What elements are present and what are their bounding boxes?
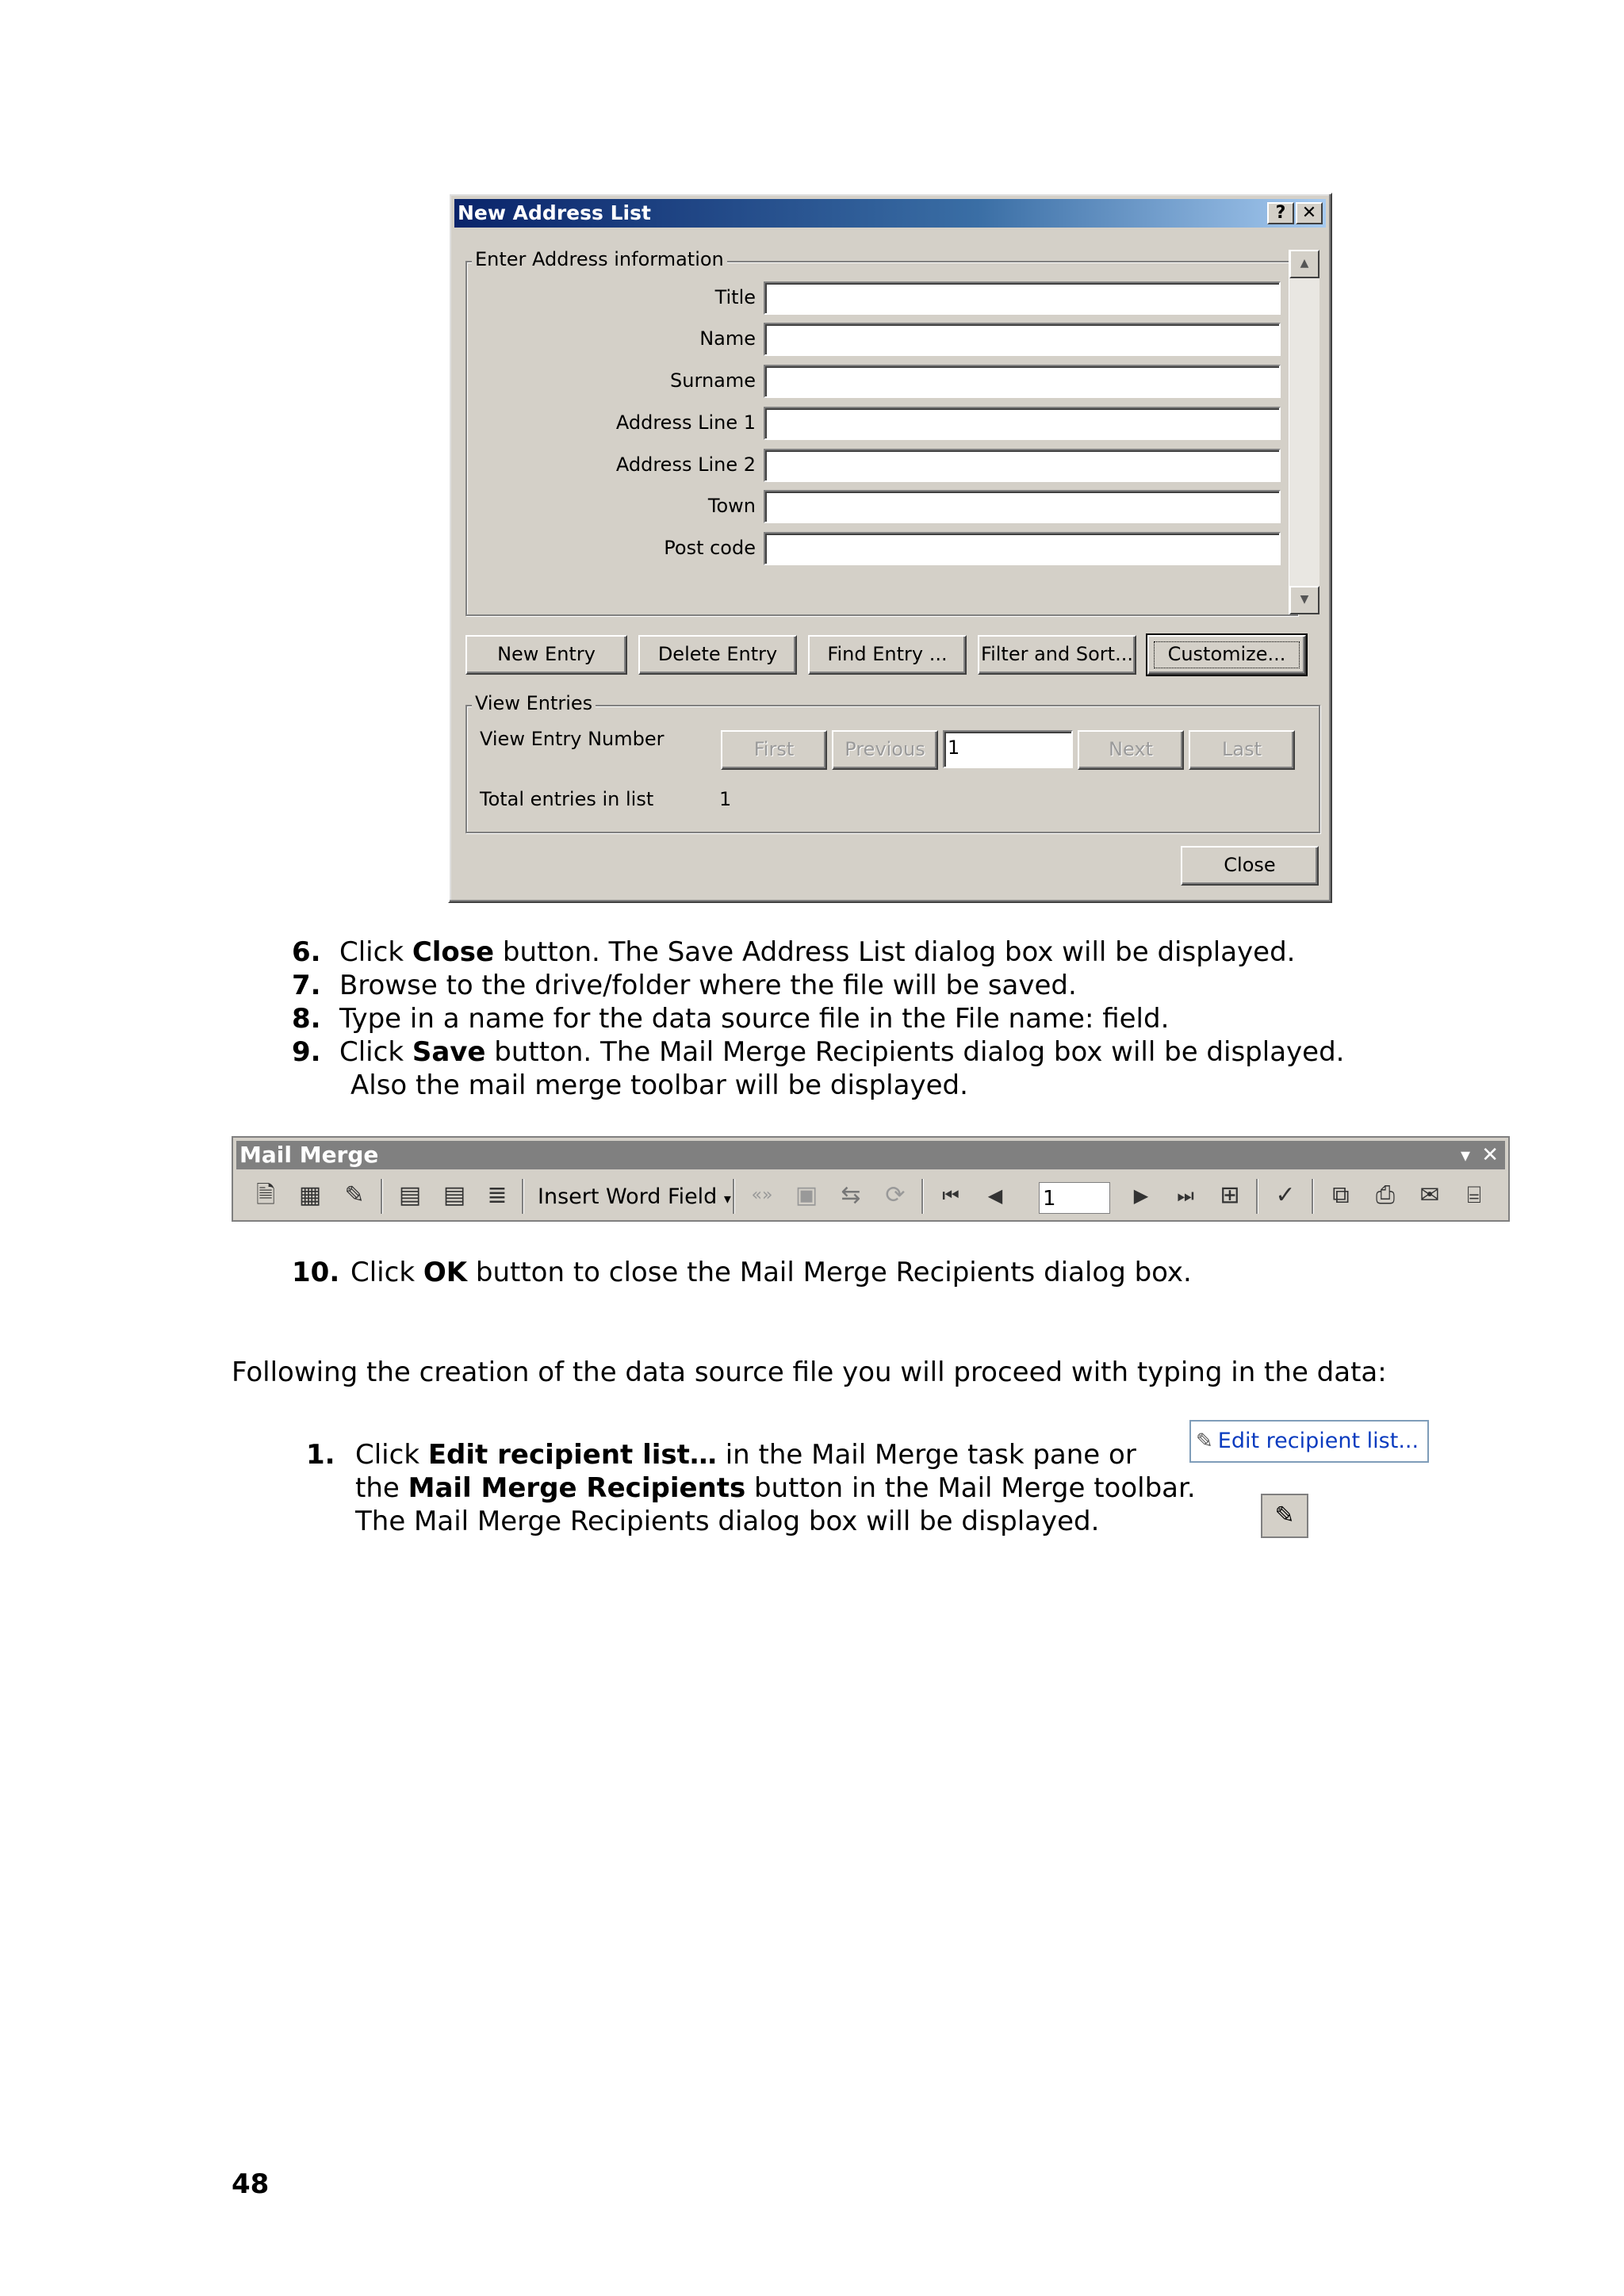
step-text-line-1: Click Edit recipient list… in the Mail Merge task pane or (355, 1439, 1136, 1471)
step-number: 7. (292, 970, 321, 1001)
step-number: 1. (306, 1439, 335, 1471)
dialog-titlebar (454, 199, 1326, 228)
match-fields-icon[interactable]: ⇆ (841, 1181, 861, 1209)
step-1 (306, 1438, 1258, 1538)
list-item (292, 936, 1450, 969)
step-text: Click OK button to close the Mail Merge Recipients dialog box. (350, 1257, 1192, 1288)
step-continuation: Also the mail merge toolbar will be displayed. (350, 1070, 968, 1101)
mail-merge-recipients-button-icon[interactable]: ✎ (1261, 1494, 1308, 1538)
field-label-address-line-2: Address Line 2 (615, 453, 756, 476)
insert-word-field-dropdown[interactable] (538, 1179, 731, 1218)
name-field[interactable] (764, 323, 1281, 356)
new-entry-button[interactable]: New Entry (465, 635, 627, 675)
step-text: Browse to the drive/folder where the file will be saved. (339, 970, 1077, 1001)
toolbar-close-icon[interactable]: ✕ (1481, 1143, 1499, 1167)
list-item (306, 1438, 1258, 1471)
step-text-line-2: the Mail Merge Recipients button in the Mail Merge toolbar. (355, 1472, 1196, 1504)
propagate-labels-icon[interactable]: ⟳ (885, 1181, 906, 1209)
address-line-1-field[interactable] (764, 407, 1281, 440)
field-label-address-line-1: Address Line 1 (615, 411, 756, 434)
total-entries-value: 1 (719, 788, 732, 810)
recipients-icon: ✎ (1196, 1429, 1213, 1453)
edit-recipient-list-link[interactable] (1189, 1420, 1429, 1463)
field-label-surname: Surname (670, 369, 756, 392)
toolbar-separator (381, 1179, 383, 1214)
title-field[interactable] (764, 281, 1281, 315)
address-line-2-field[interactable] (764, 449, 1281, 482)
list-item (292, 969, 1450, 1002)
field-label-post-code: Post code (664, 537, 756, 559)
town-field[interactable] (764, 490, 1281, 523)
post-code-field[interactable] (764, 532, 1281, 565)
close-icon[interactable]: ✕ (1296, 202, 1323, 224)
last-record-icon[interactable]: ⏭ (1177, 1184, 1194, 1207)
last-button[interactable]: Last (1189, 730, 1295, 770)
step-number: 10. (292, 1257, 340, 1288)
field-label-title: Title (714, 286, 756, 308)
step-text: Click Close button. The Save Address List dialog box will be displayed. (339, 936, 1296, 968)
delete-entry-button[interactable]: Delete Entry (638, 635, 797, 675)
first-record-icon[interactable]: ⏮ (942, 1184, 959, 1207)
steps-list-a (292, 936, 1450, 1102)
customize-button-label: Customize... (1167, 643, 1286, 665)
merge-to-fax-icon[interactable]: ⌸ (1467, 1181, 1481, 1209)
toolbar-separator (733, 1179, 735, 1214)
list-item (292, 1002, 1450, 1035)
insert-address-block-icon[interactable]: ▤ (398, 1181, 422, 1209)
step-text: Click Save button. The Mail Merge Recipients dialog box will be displayed. (339, 1036, 1345, 1068)
edit-recipient-list-label: Edit recipient list... (1217, 1429, 1419, 1453)
address-scrollbar[interactable] (1289, 250, 1320, 614)
view-merged-data-icon[interactable]: «» (751, 1185, 773, 1205)
enter-address-group-label: Enter Address information (472, 248, 727, 270)
field-label-name: Name (699, 327, 756, 350)
insert-word-field-label: Insert Word Field (538, 1184, 718, 1209)
chevron-down-icon: ▾ (723, 1191, 731, 1207)
entry-number-field[interactable]: 1 (943, 730, 1073, 768)
surname-field[interactable] (764, 365, 1281, 398)
total-entries-label: Total entries in list (480, 788, 654, 810)
field-label-town: Town (707, 495, 756, 517)
step-number: 8. (292, 1003, 321, 1035)
open-data-source-icon[interactable]: ▦ (298, 1181, 322, 1209)
scroll-up-icon[interactable]: ▲ (1289, 250, 1320, 278)
toolbar-menu-icon[interactable]: ▾ (1460, 1144, 1470, 1166)
merge-to-email-icon[interactable]: ✉ (1419, 1181, 1440, 1209)
previous-button[interactable]: Previous (832, 730, 938, 770)
toolbar-separator (1312, 1179, 1314, 1214)
step-number: 6. (292, 936, 321, 968)
step-number: 9. (292, 1036, 321, 1068)
toolbar-title: Mail Merge (239, 1142, 379, 1168)
customize-button[interactable] (1147, 635, 1306, 675)
new-address-list-dialog (448, 193, 1332, 903)
merge-to-printer-icon[interactable]: ⎙ (1376, 1181, 1395, 1209)
toolbar-separator (921, 1179, 924, 1214)
view-entries-group-label: View Entries (472, 692, 596, 714)
toolbar-separator (522, 1179, 524, 1214)
help-button[interactable]: ? (1267, 202, 1294, 224)
list-item (292, 1256, 1450, 1289)
go-to-record-field[interactable]: 1 (1039, 1182, 1110, 1214)
next-record-icon[interactable]: ▶ (1133, 1184, 1149, 1207)
page-number: 48 (232, 2168, 270, 2200)
merge-to-new-document-icon[interactable]: ⧉ (1332, 1181, 1350, 1209)
previous-record-icon[interactable]: ◀ (987, 1184, 1003, 1207)
find-entry-button[interactable]: Find Entry ... (808, 635, 967, 675)
list-item (292, 1035, 1450, 1069)
highlight-merge-fields-icon[interactable]: ▣ (795, 1181, 818, 1209)
find-entry-icon[interactable]: ⊞ (1220, 1181, 1240, 1209)
scroll-down-icon[interactable]: ▼ (1289, 586, 1320, 614)
mail-merge-recipients-icon[interactable]: ✎ (344, 1181, 365, 1209)
mail-merge-toolbar (232, 1136, 1510, 1222)
check-errors-icon[interactable]: ✓ (1275, 1181, 1296, 1209)
toolbar-titlebar (236, 1141, 1505, 1169)
main-document-setup-icon[interactable]: 🗎 (255, 1181, 276, 1209)
step-text-line-3: The Mail Merge Recipients dialog box will be displayed. (355, 1506, 1100, 1537)
dialog-title: New Address List (458, 201, 651, 224)
step-text: Type in a name for the data source file in the File name: field. (339, 1003, 1170, 1035)
insert-greeting-line-icon[interactable]: ▤ (442, 1181, 466, 1209)
toolbar-separator (1256, 1179, 1258, 1214)
first-button[interactable]: First (721, 730, 827, 770)
insert-merge-fields-icon[interactable]: ≣ (487, 1181, 508, 1209)
close-button[interactable]: Close (1181, 846, 1319, 886)
view-entry-number-label: View Entry Number (480, 728, 665, 750)
filter-sort-button[interactable]: Filter and Sort... (978, 635, 1136, 675)
next-button[interactable]: Next (1078, 730, 1184, 770)
intro-paragraph: Following the creation of the data source file you will proceed with typing in the data: (232, 1357, 1387, 1388)
